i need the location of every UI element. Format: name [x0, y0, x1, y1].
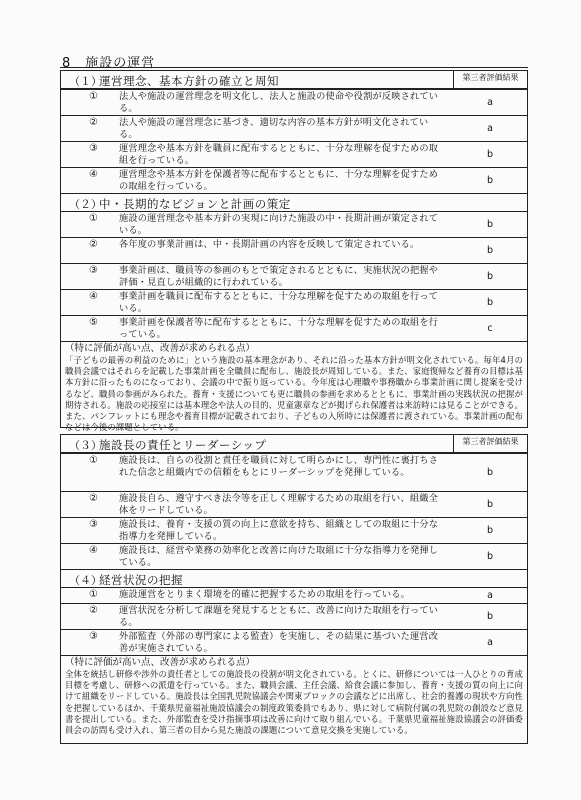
section-number: （１）	[69, 75, 102, 88]
item-2-5	[61, 315, 453, 341]
item-4-2	[61, 603, 453, 629]
item-2-3	[61, 263, 453, 289]
item-eval: c	[453, 315, 527, 341]
section-header-3	[61, 435, 453, 453]
item-eval: b	[453, 543, 527, 569]
item-1-4	[61, 167, 453, 193]
item-2-2	[61, 237, 453, 263]
comment-body: 「子どもの最善の利益のために」という施設の基本理念があり、それに沿った基本方針が明文化されている。毎年4月の職員会議ではそれらを記載した事業計画を全職員に配布し、施設長が周知している。また、家庭復帰など養育の目標は基本方針に沿ったものになっており、会議の中で振り返っている。今年度は心理職や事務職から事業計画に関し提案を受けるなど、職員の参画がみられた。養育・支援についても更に職員の参画を求めるとともに、事業計画の実践状況の把握が期待される。施設の応接室には基本理念や法人の目的、児童憲章などが掲げられ保護者は来訪時には見ることができる。また、パンフレットにも理念や養育目標が記載されており、子どもの入所時には保護者に渡されている。事業計画の配布などは今後の課題としている。	[65, 355, 523, 433]
section-header-4	[61, 569, 453, 587]
item-text: 事業計画を職員に配布するとともに、十分な理解を促すための取組を行っている。	[119, 291, 439, 314]
item-eval: a	[453, 629, 527, 655]
item-text: 施設長は、自らの役割と責任を職員に対して明らかにし、専門性に裏打ちされた信念と組織内での信頼をもとにリーダーシップを発揮している。	[119, 455, 439, 478]
item-eval: a	[453, 115, 527, 141]
item-3-4	[61, 543, 453, 569]
comment-heading: （特に評価が高い点、改善が求められる点）	[65, 657, 256, 668]
item-2-4	[61, 289, 453, 315]
section-number: （４）	[69, 574, 102, 587]
section-header-2	[61, 193, 453, 211]
section-title: 運営理念、基本方針の確立と周知	[99, 74, 279, 88]
item-text: 施設運営をとりまく環境を的確に把握するための取組を行っている。	[119, 589, 411, 600]
item-eval: b	[453, 289, 527, 315]
item-number: ①	[89, 455, 98, 466]
eval-blank	[453, 193, 527, 211]
item-1-3	[61, 141, 453, 167]
eval-header-label: 第三者評価結果	[454, 71, 527, 89]
comment-body: 全体を統括し研修や渉外の責任者としての施設長の役割が明文化されている。とくに、研修については一人ひとりの育成目標を考慮し、研修への派遣を行っている。また、職員会議、主任会議、給食会議に参加し、養育・支援の質の向上に向けて組織をリードしている。施設長は全国乳児院協議会や関東ブロックの会議などに出席し、社会的養護の現状や方向性を把握しているほか、千葉県児童福祉施設協議会の制度政策委員でもあり、県に対して病院付属の乳児院の創設など意見書を提出している。また、外部監査を受け指摘事項は改善に向けて取り組んでいる。千葉県児童福祉施設協議会の評価委員会の訪問も受け入れ、第三者の目から見た施設の課題について意見交換を実施している。	[65, 669, 523, 736]
item-2-1	[61, 211, 453, 237]
item-number: ②	[89, 605, 98, 616]
item-3-2	[61, 491, 453, 517]
section-title: 施設長の責任とリーダーシップ	[99, 438, 267, 452]
comment-heading: （特に評価が高い点、改善が求められる点）	[65, 343, 256, 354]
item-1-1	[61, 89, 453, 115]
item-number: ③	[89, 519, 98, 530]
item-text: 施設の運営理念や基本方針の実現に向けた施設の中・長期計画が策定されている。	[119, 213, 439, 236]
eval-header-label: 第三者評価結果	[454, 435, 527, 453]
item-3-1	[61, 453, 453, 491]
item-eval: b	[453, 167, 527, 193]
item-eval: b	[453, 453, 527, 491]
item-1-2	[61, 115, 453, 141]
item-text: 各年度の事業計画は、中・長期計画の内容を反映して策定されている。	[119, 239, 420, 250]
item-text: 外部監査（外部の専門家による監査）を実施し、その結果に基づいた運営改善が実施されている。	[119, 631, 439, 654]
item-number: ①	[89, 589, 98, 600]
item-text: 事業計画は、職員等の参画のもとで策定されるとともに、実施状況の把握や評価・見直しが組織的に行われている。	[119, 265, 439, 288]
item-number: ②	[89, 493, 98, 504]
item-number: ①	[89, 213, 98, 224]
section-title: 中・長期的なビジョンと計画の策定	[99, 197, 291, 211]
item-text: 事業計画を保護者等に配布するとともに、十分な理解を促すための取組を行っている。	[119, 317, 439, 340]
item-4-3	[61, 629, 453, 655]
title-rule	[60, 67, 528, 68]
item-number: ①	[89, 91, 98, 102]
item-number: ④	[89, 169, 98, 180]
item-text: 施設長は、経営や業務の効率化と改善に向けた取組に十分な指導力を発揮している。	[119, 545, 439, 568]
eval-blank	[453, 569, 527, 587]
item-eval: b	[453, 517, 527, 543]
item-number: ④	[89, 545, 98, 556]
section-block-2	[60, 434, 528, 744]
item-text: 運営理念や基本方針を保護者等に配布するとともに、十分な理解を促すための取組を行っている。	[119, 169, 439, 192]
item-number: ⑤	[89, 317, 98, 328]
item-number: ②	[89, 239, 98, 250]
page-title: 8 施設の運営	[62, 56, 156, 71]
section-block-1	[60, 70, 528, 433]
item-text: 法人や施設の運営理念に基づき、適切な内容の基本方針が明文化されている。	[119, 117, 429, 140]
item-text: 施設長自ら、遵守すべき法令等を正しく理解するための取組を行い、組織全体をリードしている。	[119, 493, 438, 516]
item-4-1	[61, 587, 453, 603]
eval-header	[453, 435, 527, 453]
item-number: ④	[89, 291, 98, 302]
item-eval: b	[453, 237, 527, 263]
item-number: ③	[89, 265, 98, 276]
comment-box-2	[61, 655, 527, 743]
item-eval: b	[453, 491, 527, 517]
item-3-3	[61, 517, 453, 543]
item-text: 施設長は、養育・支援の質の向上に意欲を持ち、組織としての取組に十分な指導力を発揮している。	[119, 519, 439, 542]
item-eval: b	[453, 263, 527, 289]
item-number: ②	[89, 117, 98, 128]
item-text: 運営理念や基本方針を職員に配布するとともに、十分な理解を促すための取組を行っている。	[119, 143, 439, 166]
item-eval: a	[453, 587, 527, 603]
eval-header	[453, 71, 527, 89]
comment-box-1	[61, 341, 527, 433]
section-header-1	[61, 71, 453, 89]
section-title: 経営状況の把握	[99, 573, 183, 587]
item-number: ③	[89, 143, 98, 154]
item-eval: b	[453, 603, 527, 629]
item-text: 法人や施設の運営理念を明文化し、法人と施設の使命や役割が反映されている。	[119, 91, 439, 114]
section-number: （２）	[69, 198, 102, 211]
item-number: ③	[89, 631, 98, 642]
item-eval: a	[453, 89, 527, 115]
item-text: 運営状況を分析して課題を発見するとともに、改善に向けた取組を行っている。	[119, 605, 439, 628]
section-number: （３）	[69, 439, 102, 452]
item-eval: b	[453, 211, 527, 237]
item-eval: b	[453, 141, 527, 167]
